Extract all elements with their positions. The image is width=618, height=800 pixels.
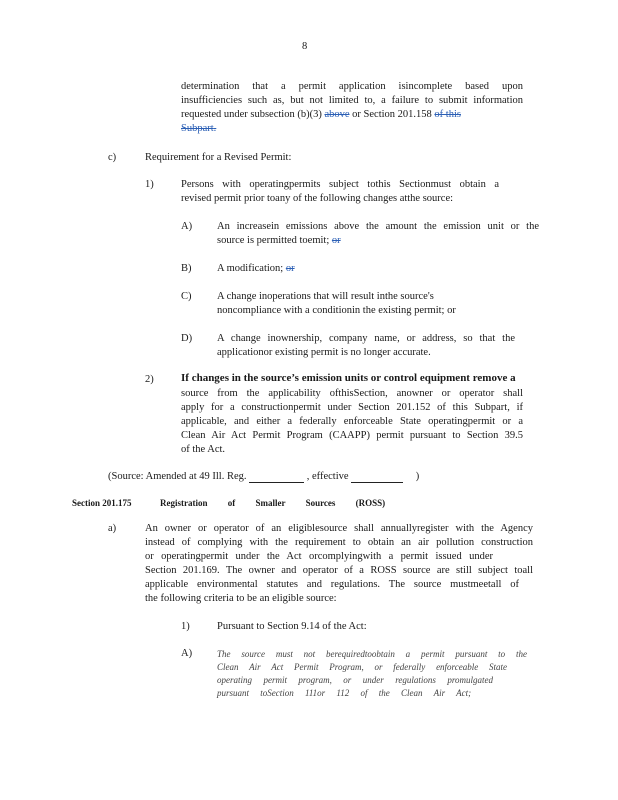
prev-line-2: insufficiencies such as, but not limited to, a failure to submit information xyxy=(181,95,523,106)
item-c1D-line-2: applicationor existing permit is no longer accurate. xyxy=(217,347,431,358)
item-a-line-4: Section 201.169. The owner and operator of a ROSS source are still subject toall xyxy=(145,565,533,576)
section-title: Registration of Smaller Sources (ROSS) xyxy=(160,498,386,508)
item-c-heading: Requirement for a Revised Permit: xyxy=(145,152,292,163)
page-number: 8 xyxy=(302,41,308,52)
item-c1B-label: B) xyxy=(181,263,192,274)
item-c1A-line-1: An increasein emissions above the amount the emission unit or the xyxy=(217,221,539,232)
item-c1-line-2: revised permit prior toany of the following changes atthe source: xyxy=(181,193,454,204)
item-a1A-line-1: The source must not berequiredtoobtain a permit pursuant to the xyxy=(217,649,527,659)
item-a-line-6: the following criteria to be an eligible source: xyxy=(145,593,337,604)
item-c2-line-1: If changes in the source’s emission units or control equipment remove a xyxy=(181,372,516,384)
deleted-text: above xyxy=(324,109,350,120)
item-c2-label: 2) xyxy=(145,374,154,385)
prev-line-3: requested under subsection (b)(3) above or Section 201.158 of this xyxy=(181,109,461,120)
prev-line-1: determination that a permit application isincomplete based upon xyxy=(181,81,523,92)
item-c1D-line-1: A change inownership, company name, or address, so that the xyxy=(217,333,515,344)
item-a-line-3: or operatingpermit under the Act orcomplyingwith a permit issued under xyxy=(145,551,493,562)
item-a-line-5: applicable environmental statutes and regulations. The source mustmeetall of xyxy=(145,579,519,590)
item-a1A-line-2: Clean Air Act Permit Program, or federally enforceable State xyxy=(217,662,507,672)
blank-line xyxy=(351,472,403,483)
item-c1B-line-1: A modification; or xyxy=(217,263,295,274)
item-c1A-line-2: source is permitted toemit; or xyxy=(217,235,341,246)
deleted-text: or xyxy=(331,235,341,246)
item-a1A-line-4: pursuant toSection 111or 112 of the Clean Air Act; xyxy=(217,688,472,698)
item-a1-label: 1) xyxy=(181,621,190,632)
item-a-label: a) xyxy=(108,523,117,534)
item-c1C-label: C) xyxy=(181,291,192,302)
item-c1-line-1: Persons with operatingpermits subject tothis Sectionmust obtain a xyxy=(181,179,499,190)
item-c2-line-5: Clean Air Act Permit Program (CAAPP) permit pursuant to Section 39.5 xyxy=(181,430,523,441)
item-a1A-line-3: operating permit program, or under regulations promulgated xyxy=(217,675,493,685)
deleted-text: Subpart xyxy=(181,123,214,134)
item-c2-line-3: apply for a constructionpermit under Section 201.152 of this Subpart, if xyxy=(181,402,523,413)
blank-line xyxy=(249,472,304,483)
item-c2-line-6: of the Act. xyxy=(181,444,226,455)
item-c1A-label: A) xyxy=(181,221,193,232)
deleted-text: of this xyxy=(434,109,461,120)
prev-line-4: Subpart. xyxy=(181,123,217,134)
item-a1-line-1: Pursuant to Section 9.14 of the Act: xyxy=(217,621,367,632)
item-a-line-1: An owner or operator of an eligiblesource shall annuallyregister with the Agency xyxy=(145,523,533,534)
source-note: (Source: Amended at 49 Ill. Reg. , effective ) xyxy=(108,471,420,482)
item-c1C-line-1: A change inoperations that will result inthe source's xyxy=(217,291,434,302)
section-number: Section 201.175 xyxy=(72,498,132,508)
item-c1D-label: D) xyxy=(181,333,193,344)
item-c2-line-4: applicable, and either a federally enforceable State operatingpermit or a xyxy=(181,416,523,427)
item-c1C-line-2: noncompliance with a conditionin the existing permit; or xyxy=(217,305,456,316)
item-c1-label: 1) xyxy=(145,179,154,190)
item-c2-line-2: source from the applicability ofthisSection, anowner or operator shall xyxy=(181,388,523,399)
item-c-label: c) xyxy=(108,152,117,163)
item-a1A-label: A) xyxy=(181,648,193,659)
deleted-text: or xyxy=(285,263,295,274)
item-a-line-2: instead of complying with the requirement to obtain an air pollution construction xyxy=(145,537,533,548)
